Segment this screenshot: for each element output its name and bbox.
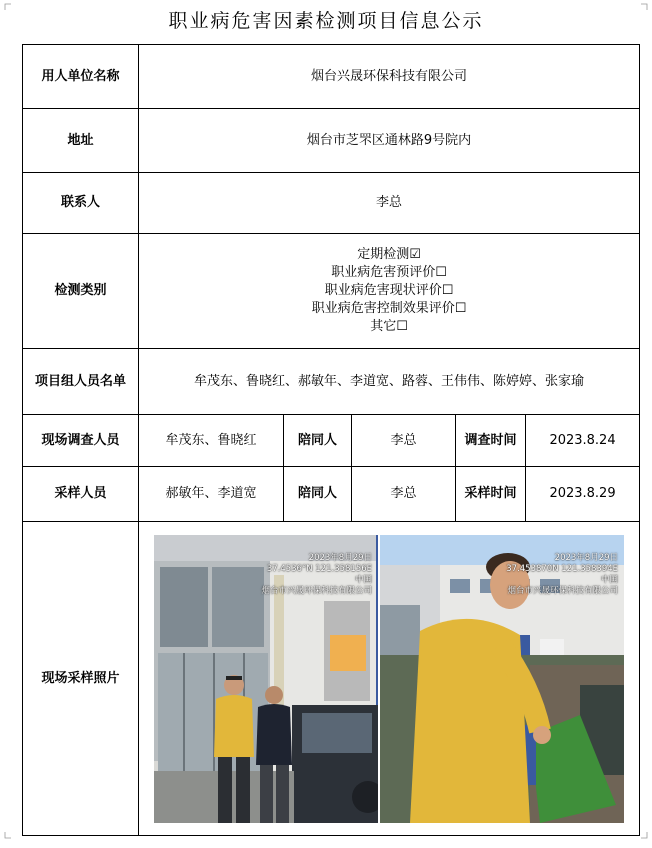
info-table [22,44,640,836]
type-item-periodic: 定期检测☑ [357,247,421,262]
company-value: 烟台兴晟环保科技有限公司 [139,45,640,109]
survey-escort: 李总 [352,415,456,467]
sampling-time-label: 采样时间 [456,467,526,522]
site-photo-left [154,535,378,823]
address-label: 地址 [23,109,139,173]
site-photo-right [380,535,624,823]
page-title: 职业病危害因素检测项目信息公示 [168,10,484,32]
left-photo-watermark [262,553,373,597]
left-watermark-date: 2023年8月29日 [308,552,373,563]
row-address [23,109,640,173]
sampling-escort-label: 陪同人 [284,467,352,522]
sampling-time: 2023.8.29 [526,467,640,522]
sampling-label: 采样人员 [23,467,139,522]
corner-mark-top-left [4,3,11,10]
survey-label: 现场调查人员 [23,415,139,467]
type-item-other: 其它☐ [370,319,408,334]
team-value: 牟茂东、鲁晓红、郝敏年、李道宽、路蓉、王伟伟、陈婷婷、张家瑜 [139,349,640,415]
photos-cell [139,522,640,836]
photos-label: 现场采样照片 [23,522,139,836]
row-types [23,234,640,349]
survey-escort-label: 陪同人 [284,415,352,467]
row-contact [23,173,640,234]
row-photos [23,522,640,836]
address-value: 烟台市芝罘区通林路9号院内 [139,109,640,173]
row-survey [23,415,640,467]
corner-mark-bottom-left [4,832,11,839]
row-sampling [23,467,640,522]
survey-time: 2023.8.24 [526,415,640,467]
team-label: 项目组人员名单 [23,349,139,415]
sampling-people: 郝敏年、李道宽 [139,467,284,522]
type-item-status-assessment: 职业病危害现状评价☐ [324,283,454,298]
left-watermark-company: 烟台市兴晟环保科技有限公司 [261,585,373,596]
type-item-pre-assessment: 职业病危害预评价☐ [331,265,447,280]
survey-people: 牟茂东、鲁晓红 [139,415,284,467]
sampling-escort: 李总 [352,467,456,522]
type-item-control-assessment: 职业病危害控制效果评价☐ [311,301,467,316]
company-label: 用人单位名称 [23,45,139,109]
row-team [23,349,640,415]
right-watermark-country: 中国 [601,574,619,585]
right-watermark-company: 烟台市兴晟环保科技有限公司 [507,585,619,596]
right-photo-watermark [506,553,618,597]
types-list [139,234,640,349]
survey-time-label: 调查时间 [456,415,526,467]
left-watermark-coords: 37.4536°N 121.358156E [266,563,373,574]
left-watermark-country: 中国 [355,574,373,585]
right-watermark-coords: 37.453870N 121.358394E [506,563,619,574]
types-label: 检测类别 [23,234,139,349]
corner-mark-bottom-right [641,832,648,839]
right-watermark-date: 2023年8月29日 [554,552,619,563]
contact-label: 联系人 [23,173,139,234]
contact-value: 李总 [139,173,640,234]
row-company [23,45,640,109]
corner-mark-top-right [641,3,648,10]
